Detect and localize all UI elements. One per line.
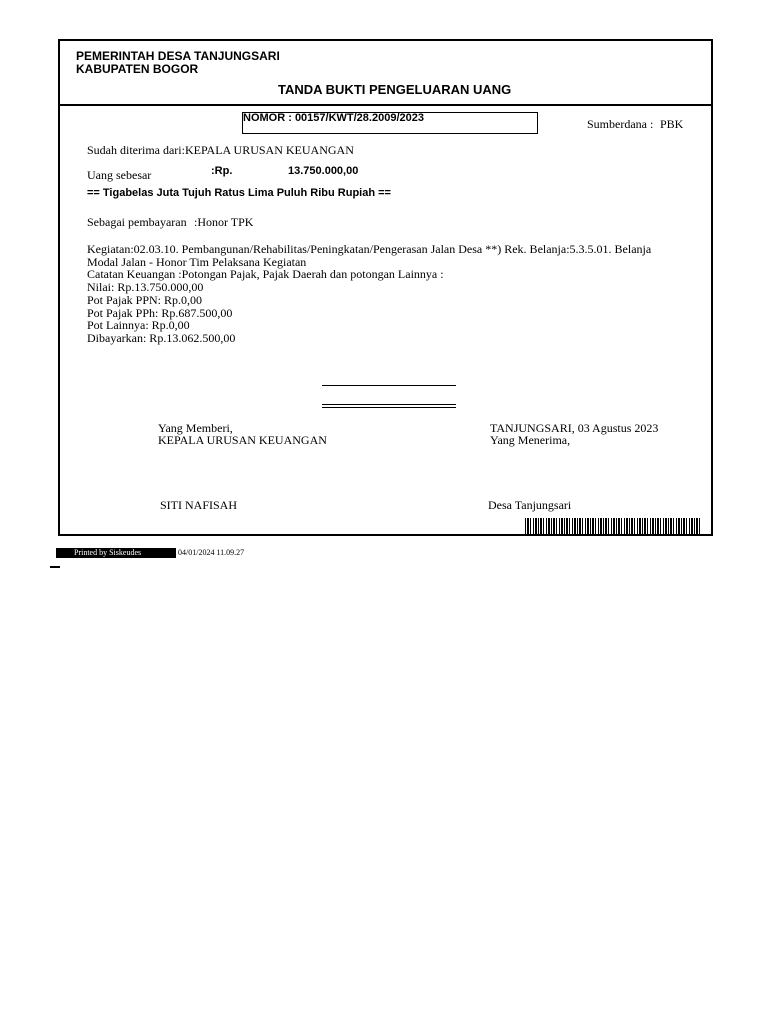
- detail-line: Pot Pajak PPN: Rp.0,00: [87, 292, 203, 307]
- receiver-name: Desa Tanjungsari: [488, 498, 572, 512]
- giver-name: SITI NAFISAH: [160, 498, 238, 512]
- detail-line: Nilai: Rp.13.750.000,00: [87, 280, 204, 295]
- fund-source-value: PBK: [660, 117, 684, 131]
- giver-label: Yang Memberi,: [158, 421, 233, 435]
- detail-line: Modal Jalan - Honor Tim Pelaksana Kegiatan: [87, 254, 307, 269]
- amount-currency: :Rp.: [211, 165, 233, 177]
- barcode-icon: [525, 518, 700, 534]
- details-block: [87, 243, 651, 345]
- amount-label: Uang sebesar: [87, 168, 152, 182]
- giver-title: KEPALA URUSAN KEUANGAN: [158, 433, 327, 447]
- payment-for-value: :Honor TPK: [194, 215, 254, 229]
- place-date: TANJUNGSARI, 03 Agustus 2023: [490, 421, 659, 435]
- header-divider: [58, 104, 713, 106]
- printed-by-badge: Printed by Siskeudes: [56, 548, 176, 558]
- detail-line: Kegiatan:02.03.10. Pembangunan/Rehabilitas/Peningkatan/Pengerasan Jalan Desa **) Rek. Belanja:5.3.5.01. Belanja: [87, 242, 652, 256]
- detail-line: Catatan Keuangan :Potongan Pajak, Pajak Daerah dan potongan Lainnya :: [87, 267, 444, 282]
- corner-mark: [50, 566, 60, 568]
- receiver-label: Yang Menerima,: [490, 433, 571, 447]
- amount-in-words: == Tigabelas Juta Tujuh Ratus Lima Puluh Ribu Rupiah ==: [87, 187, 391, 199]
- received-from: Sudah diterima dari:KEPALA URUSAN KEUANGAN: [87, 143, 354, 157]
- gov-line-2: KABUPATEN BOGOR: [76, 62, 199, 76]
- gov-line-1: PEMERINTAH DESA TANJUNGSARI: [76, 49, 280, 63]
- fund-source-label: Sumberdana :: [587, 117, 654, 131]
- approval-line-double-bottom: [322, 407, 456, 408]
- document-title: TANDA BUKTI PENGELUARAN UANG: [278, 82, 512, 97]
- detail-line: Pot Pajak PPh: Rp.687.500,00: [87, 305, 233, 320]
- approval-line-double-top: [322, 404, 456, 405]
- amount-value: 13.750.000,00: [288, 165, 359, 177]
- approval-line: [322, 385, 456, 386]
- detail-line: Dibayarkan: Rp.13.062.500,00: [87, 330, 236, 345]
- receipt-number: NOMOR : 00157/KWT/28.2009/2023: [243, 112, 424, 124]
- detail-line: Pot Lainnya: Rp.0,00: [87, 318, 190, 333]
- payment-for-label: Sebagai pembayaran: [87, 215, 187, 229]
- printed-timestamp: 04/01/2024 11.09.27: [178, 548, 245, 557]
